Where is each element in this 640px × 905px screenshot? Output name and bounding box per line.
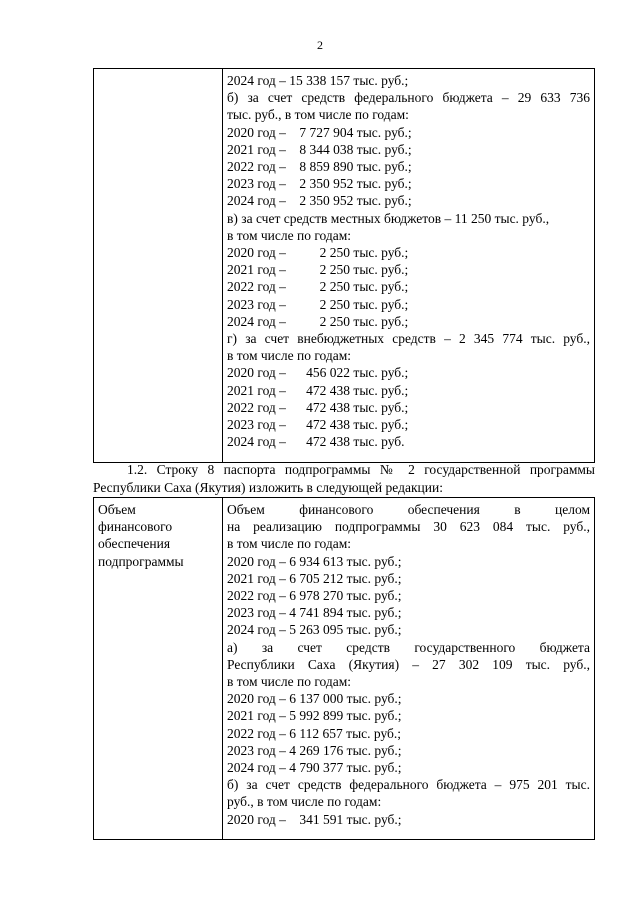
funding-line: 2021 год – 8 344 038 тыс. руб.; (227, 141, 412, 157)
funding-line: Объем финансового обеспечения в целом (227, 502, 590, 517)
funding-line: в) за счет средств местных бюджетов – 11 250 тыс. руб., (227, 210, 550, 226)
funding-line: на реализацию подпрограммы 30 623 084 тыс. руб., (227, 519, 590, 535)
funding-line: г) за счет внебюджетных средств – 2 345 774 тыс. руб., (227, 331, 590, 347)
funding-line: 2023 год – 4 269 176 тыс. руб.; (227, 742, 402, 758)
funding-line: 2021 год – 472 438 тыс. руб.; (227, 382, 409, 398)
funding-line: 2024 год – 2 250 тыс. руб.; (227, 313, 409, 329)
funding-line: а) за счет средств государственного бюджета (227, 639, 590, 655)
table-value-cell (223, 69, 595, 463)
funding-line: 2020 год – 456 022 тыс. руб.; (227, 365, 409, 381)
funding-line: 2023 год – 2 350 952 тыс. руб.; (227, 176, 412, 192)
funding-line: 2024 год – 4 790 377 тыс. руб.; (227, 760, 402, 776)
funding-line: 2020 год – 2 250 тыс. руб.; (227, 245, 409, 261)
funding-line: 2020 год – 341 591 тыс. руб.; (227, 811, 402, 827)
table-label-cell (94, 498, 223, 840)
funding-line: в том числе по годам: (227, 348, 352, 364)
funding-line: 2024 год – 472 438 тыс. руб. (227, 434, 405, 450)
funding-line: 2023 год – 2 250 тыс. руб.; (227, 296, 409, 312)
funding-line: Республики Саха (Якутия) – 27 302 109 тыс. руб., (227, 656, 590, 672)
funding-line: 2023 год – 472 438 тыс. руб.; (227, 417, 409, 433)
funding-line: в том числе по годам: (227, 227, 352, 243)
funding-line: 2022 год – 6 978 270 тыс. руб.; (227, 588, 402, 604)
funding-line: руб., в том числе по годам: (227, 794, 382, 810)
funding-line: 2024 год – 15 338 157 тыс. руб.; (227, 73, 409, 88)
funding-line: 2021 год – 2 250 тыс. руб.; (227, 262, 409, 278)
label-line: обеспечения (98, 536, 171, 552)
funding-line: 2021 год – 5 992 899 тыс. руб.; (227, 708, 402, 724)
funding-line: 2020 год – 6 934 613 тыс. руб.; (227, 553, 402, 569)
page-number: 2 (317, 38, 323, 52)
funding-line: 2022 год – 6 112 657 тыс. руб.; (227, 725, 402, 741)
funding-line: 2021 год – 6 705 212 тыс. руб.; (227, 570, 402, 586)
funding-line: 2024 год – 2 350 952 тыс. руб.; (227, 193, 412, 209)
funding-table-continued (93, 68, 595, 463)
amendment-paragraph-line: 1.2. Строку 8 паспорта подпрограммы № 2 государственной программы (127, 462, 595, 477)
table-row (94, 69, 595, 463)
funding-line: 2020 год – 7 727 904 тыс. руб.; (227, 124, 412, 140)
funding-line: б) за счет средств федерального бюджета – 975 201 тыс. (227, 777, 590, 793)
label-line: финансового (98, 519, 173, 535)
funding-line: 2022 год – 8 859 890 тыс. руб.; (227, 159, 412, 175)
funding-line: 2020 год – 6 137 000 тыс. руб.; (227, 691, 402, 707)
table-label-cell (94, 69, 223, 463)
table-row (94, 498, 595, 840)
label-line: подпрограммы (98, 553, 184, 569)
funding-line: в том числе по годам: (227, 674, 352, 690)
funding-line: 2022 год – 2 250 тыс. руб.; (227, 279, 409, 295)
amendment-paragraph-line: Республики Саха (Якутия) изложить в следующей редакции: (93, 480, 443, 495)
subprogram-funding-table (93, 497, 595, 840)
funding-line: 2024 год – 5 263 095 тыс. руб.; (227, 622, 402, 638)
label-line: Объем (98, 502, 136, 517)
funding-line: б) за счет средств федерального бюджета – 29 633 736 (227, 90, 590, 106)
funding-line: 2023 год – 4 741 894 тыс. руб.; (227, 605, 402, 621)
funding-line: тыс. руб., в том числе по годам: (227, 107, 409, 123)
funding-line: в том числе по годам: (227, 536, 352, 552)
funding-line: 2022 год – 472 438 тыс. руб.; (227, 399, 409, 415)
table-value-cell (223, 498, 595, 840)
